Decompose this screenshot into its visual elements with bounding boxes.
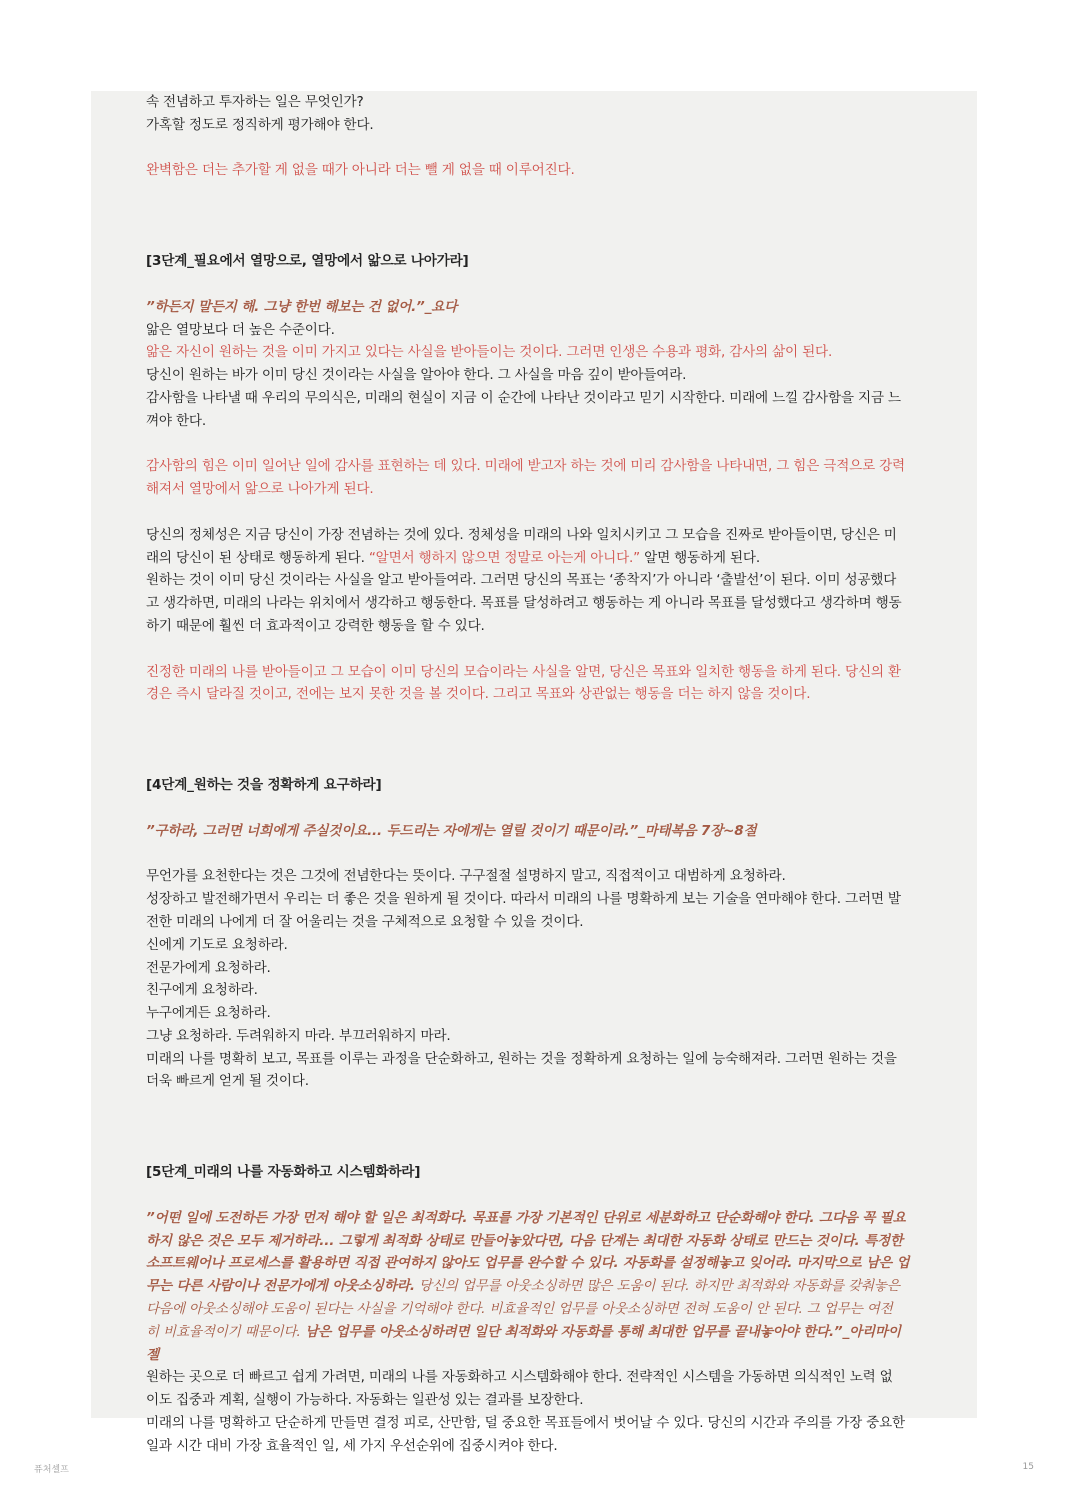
document-body <box>146 91 962 1458</box>
highlight-line: 감사함의 힘은 이미 일어난 일에 감사를 표현하는 데 있다. 미래에 받고자 하는 것에 미리 감사함을 나타내면, 그 힘은 극적으로 강력 <box>146 458 905 475</box>
text-line: 미래의 나를 명확하고 단순하게 만들면 결정 피로, 산만함, 덜 중요한 목표들에서 벗어날 수 있다. 당신의 시간과 주의를 가장 중요한 <box>146 1415 905 1432</box>
text-line <box>146 547 962 570</box>
text-line: 원하는 곳으로 더 빠르고 쉽게 가려면, 미래의 나를 자동화하고 시스템화해야 한다. 전략적인 시스템을 가동하면 의식적인 노력 없 <box>146 1369 893 1386</box>
text-line: 미래의 나를 명확히 보고, 목표를 이루는 과정을 단순화하고, 원하는 것을 정확하게 요청하는 일에 능숙해져라. 그러면 원하는 것을 <box>146 1050 897 1067</box>
text-line: 당신의 정체성은 지금 당신이 가장 전념하는 것에 있다. 정체성을 미래의 나와 일치시키고 그 모습을 진짜로 받아들이면, 당신은 미 <box>146 526 897 543</box>
text-line: 친구에게 요청하라. <box>146 982 258 999</box>
inline-quote: “알면서 행하지 않으면 정말로 아는게 아니다.” <box>368 549 641 566</box>
step5-quote-line: 하지 않은 것은 모두 제거하라... 그렇게 최적화 상태로 만들어놓았다면, 다음 단계는 최대한 자동화 상태로 만드는 것이다. 특정한 <box>146 1232 903 1249</box>
step5-quote-line: ”어떤 일에 도전하든 가장 먼저 해야 할 일은 최적화다. 목표를 가장 기본적인 단위로 세분화하고 단순화해야 한다. 그다음 꼭 필요 <box>146 1209 906 1226</box>
text-line: 당신이 원하는 바가 이미 당신 것이라는 사실을 알아야 한다. 그 사실을 마음 깊이 받아들여라. <box>146 367 687 384</box>
text-line: 전문가에게 요청하라. <box>146 959 271 976</box>
highlight-line: 경은 즉시 달라질 것이고, 전에는 보지 못한 것을 볼 것이다. 그리고 목표와 상관없는 행동을 더는 하지 않을 것이다. <box>146 686 811 703</box>
text-line: 그냥 요청하라. 두려워하지 마라. 부끄러워하지 마라. <box>146 1027 451 1044</box>
highlight-line: 완벽함은 더는 추가할 게 없을 때가 아니라 더는 뺄 게 없을 때 이루어진다. <box>146 162 575 179</box>
text-line: 무언가를 요천한다는 것은 그것에 전념한다는 뜻이다. 구구절절 설명하지 말고, 직접적이고 대범하게 요청하라. <box>146 868 786 885</box>
quote-span-light: 히 비효율적이기 때문이다. <box>146 1323 301 1340</box>
text-line: 더욱 빠르게 얻게 될 것이다. <box>146 1073 309 1090</box>
highlight-line: 앎은 자신이 원하는 것을 이미 가지고 있다는 사실을 받아들이는 것이다. 그러면 인생은 수용과 평화, 감사의 삶이 된다. <box>146 344 833 361</box>
step5-quote-line: 소프트웨어나 프로세스를 활용하면 직접 관여하지 않아도 업무를 완수할 수 있다. 자동화를 설정해놓고 잊어라. 마지막으로 남은 업 <box>146 1255 910 1272</box>
step4-quote: ”구하라, 그러면 너희에게 주실것이요... 두드리는 자에게는 열릴 것이기 때문이라.”_마태복음 7장~8절 <box>146 822 757 839</box>
step5-quote-line <box>146 1275 962 1298</box>
text-line: 앎은 열망보다 더 높은 수준이다. <box>146 321 335 338</box>
text-line: 누구에게든 요청하라. <box>146 1005 271 1022</box>
text-line: 신에게 기도로 요청하라. <box>146 936 288 953</box>
step3-quote: ”하든지 말든지 해. 그냥 한번 해보는 건 없어.”_요다 <box>146 298 458 315</box>
text-line: 속 전념하고 투자하는 일은 무엇인가? <box>146 94 364 110</box>
step5-heading: [5단계_미래의 나를 자동화하고 시스템화하라] <box>146 1164 421 1181</box>
text-line: 가혹할 정도로 정직하게 평가해야 한다. <box>146 116 374 133</box>
footer-brand: 퓨처셀프 <box>34 1465 69 1475</box>
quote-span-light: 당신의 업무를 아웃소싱하면 많은 도움이 된다. 하지만 최적화와 자동화를 갖춰놓은 <box>414 1278 900 1295</box>
page-number: 15 <box>1022 1462 1034 1472</box>
step3-heading: [3단계_필요에서 열망으로, 열망에서 앎으로 나아가라] <box>146 253 469 270</box>
text-line: 원하는 것이 이미 당신 것이라는 사실을 알고 받아들여라. 그러면 당신의 목표는 ‘종착지’가 아니라 ‘출발선’이 된다. 이미 성공했다 <box>146 572 897 589</box>
text-line: 일과 시간 대비 가장 효율적인 일, 세 가지 우선순위에 집중시켜야 한다. <box>146 1437 558 1454</box>
text-span: 래의 당신이 된 상태로 행동하게 된다. <box>146 549 369 566</box>
step5-quote-line <box>146 1321 962 1344</box>
quote-span: 남은 업무를 아웃소싱하려면 일단 최적화와 자동화를 통해 최대한 업무를 끝내놓아야 한다.”_아리마이 <box>300 1323 901 1340</box>
text-line: 껴야 한다. <box>146 412 206 429</box>
text-span: 알면 행동하게 된다. <box>640 549 760 566</box>
text-line: 감사함을 나타낼 때 우리의 무의식은, 미래의 현실이 지금 이 순간에 나타난 것이라고 믿기 시작한다. 미래에 느낄 감사함을 지금 느 <box>146 389 901 406</box>
quote-span: 무는 다른 사람이나 전문가에게 아웃소싱하라. <box>146 1278 415 1295</box>
text-line: 성장하고 발전해가면서 우리는 더 좋은 것을 원하게 될 것이다. 따라서 미래의 나를 명확하게 보는 기술을 연마해야 한다. 그러면 발 <box>146 891 901 908</box>
text-line: 고 생각하면, 미래의 나라는 위치에서 생각하고 행동한다. 목표를 달성하려고 행동하는 게 아니라 목표를 달성했다고 생각하며 행동 <box>146 595 902 612</box>
text-line: 전한 미래의 나에게 더 잘 어울리는 것을 구체적으로 요청할 수 있을 것이다. <box>146 913 584 930</box>
step4-heading: [4단계_원하는 것을 정확하게 요구하라] <box>146 777 382 794</box>
quote-span-light: 다음에 아웃소싱해야 도움이 된다는 사실을 기억해야 한다. 비효율적인 업무를 아웃소싱하면 전혀 도움이 안 된다. 그 업무는 여전 <box>146 1301 893 1318</box>
step5-quote-line <box>146 1298 962 1321</box>
highlight-line: 진정한 미래의 나를 받아들이고 그 모습이 이미 당신의 모습이라는 사실을 알면, 당신은 목표와 일치한 행동을 하게 된다. 당신의 환 <box>146 663 901 680</box>
text-line: 하기 때문에 훨씬 더 효과적이고 강력한 행동을 할 수 있다. <box>146 617 485 634</box>
step5-quote-line: 젤 <box>146 1346 159 1363</box>
text-line: 이도 집중과 계획, 실행이 가능하다. 자동화는 일관성 있는 결과를 보장한다. <box>146 1392 584 1409</box>
highlight-line: 해져서 열망에서 앎으로 나아가게 된다. <box>146 481 374 498</box>
